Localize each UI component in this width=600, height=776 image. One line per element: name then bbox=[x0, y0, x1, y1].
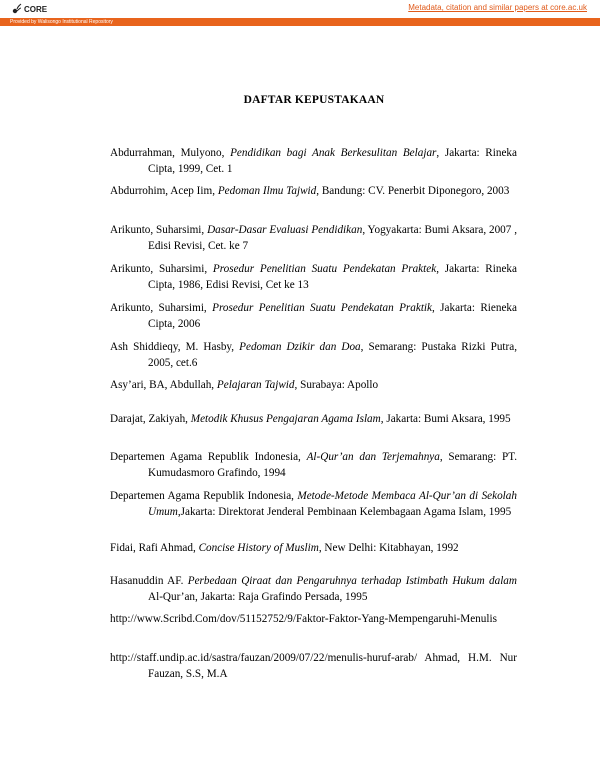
reference-item: Departemen Agama Republik Indonesia, Metode-Metode Membaca Al-Qur’an di Sekolah Umum,Jakarta: Direktorat Jenderal Pembinaan Kelembagaan Agama Islam, 1995 bbox=[110, 490, 517, 518]
core-logo-icon bbox=[12, 3, 22, 15]
core-provided-bar bbox=[0, 18, 600, 26]
reference-item: Darajat, Zakiyah, Metodik Khusus Pengajaran Agama Islam, Jakarta: Bumi Aksara, 1995 bbox=[110, 413, 511, 425]
provided-by-text: Provided by Walisongo Institutional Repository bbox=[10, 19, 113, 25]
core-logo-text: CORE bbox=[24, 4, 48, 14]
reference-item: Arikunto, Suharsimi, Prosedur Penelitian Suatu Pendekatan Praktek, Jakarta: Rineka Cipta, 1986, Edisi Revisi, Cet ke 13 bbox=[110, 263, 517, 291]
reference-item: Fidai, Rafi Ahmad, Concise History of Muslim, New Delhi: Kitabhayan, 1992 bbox=[110, 542, 459, 554]
reference-item: Hasanuddin AF. Perbedaan Qiraat dan Pengaruhnya terhadap Istimbath Hukum dalam Al-Qur’an, Jakarta: Raja Grafindo Persada, 1995 bbox=[110, 575, 517, 603]
reference-item: Abdurrahman, Mulyono, Pendidikan bagi Anak Berkesulitan Belajar, Jakarta: Rineka Cipta, 1999, Cet. 1 bbox=[110, 147, 517, 175]
page-title: DAFTAR KEPUSTAKAAN bbox=[243, 94, 385, 106]
reference-item: Asy’ari, BA, Abdullah, Pelajaran Tajwid, Surabaya: Apollo bbox=[110, 379, 379, 391]
reference-item: Arikunto, Suharsimi, Prosedur Penelitian Suatu Pendekatan Praktik, Jakarta: Rieneka Cipta, 2006 bbox=[110, 302, 517, 330]
core-metadata-link[interactable]: Metadata, citation and similar papers at core.ac.uk bbox=[408, 3, 587, 12]
reference-item: Arikunto, Suharsimi, Dasar-Dasar Evaluasi Pendidikan, Yogyakarta: Bumi Aksara, 2007 , Edisi Revisi, Cet. ke 7 bbox=[110, 224, 517, 252]
reference-url: http://staff.undip.ac.id/sastra/fauzan/2009/07/22/menulis-huruf-arab/ Ahmad, H.M. Nur Fauzan, S.S, M.A bbox=[110, 652, 517, 680]
reference-url: http://www.Scribd.Com/dov/51152752/9/Faktor-Faktor-Yang-Mempengaruhi-Menulis bbox=[110, 613, 497, 625]
reference-item: Departemen Agama Republik Indonesia, Al-Qur’an dan Terjemahnya, Semarang: PT. Kumudasmoro Grafindo, 1994 bbox=[110, 451, 517, 479]
core-logo[interactable] bbox=[12, 3, 47, 15]
reference-item bbox=[110, 650, 517, 682]
reference-item: Abdurrohim, Acep Iim, Pedoman Ilmu Tajwid, Bandung: CV. Penerbit Diponegoro, 2003 bbox=[110, 185, 510, 197]
reference-item: Ash Shiddieqy, M. Hasby, Pedoman Dzikir dan Doa, Semarang: Pustaka Rizki Putra, 2005, cet.6 bbox=[110, 341, 518, 369]
core-header bbox=[0, 0, 600, 18]
reference-item bbox=[110, 611, 517, 627]
